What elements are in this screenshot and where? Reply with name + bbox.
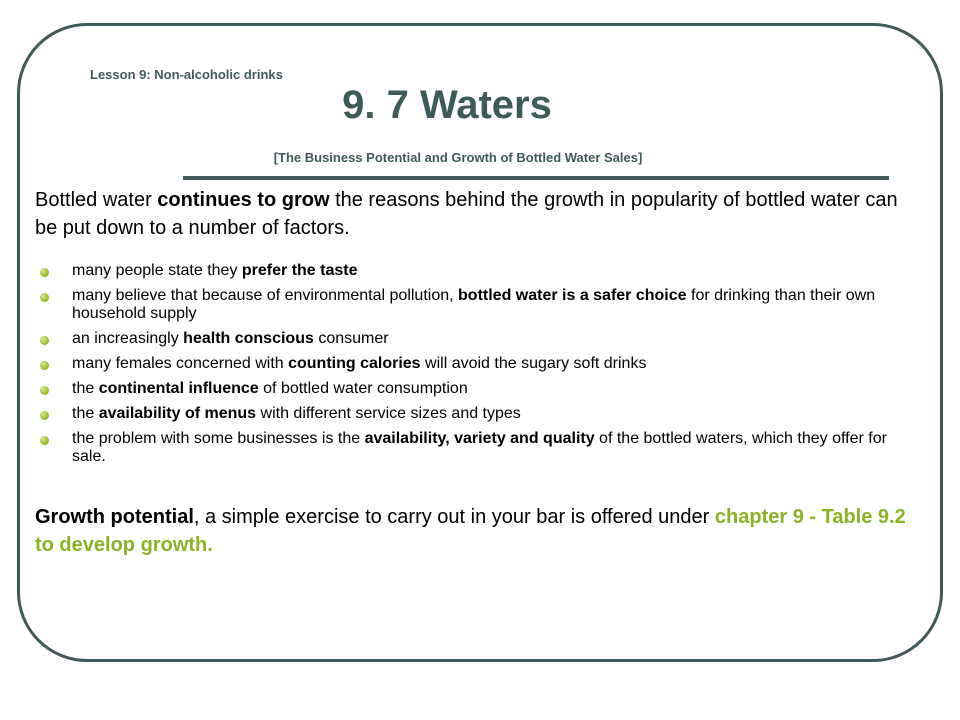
item-emphasis: availability, variety and quality: [364, 430, 595, 447]
factor-list: [40, 262, 910, 473]
item-text: consumer: [313, 330, 389, 347]
list-item: [40, 355, 910, 373]
item-text: for drinking than their own household supply: [72, 287, 876, 322]
item-text: will avoid the sugary soft drinks: [420, 355, 647, 372]
item-text: many females concerned with: [72, 355, 289, 372]
page-subtitle: [The Business Potential and Growth of Bottled Water Sales]: [273, 150, 643, 165]
list-item: [40, 405, 910, 423]
item-emphasis: bottled water is a safer choice: [458, 287, 687, 304]
intro-rest: the reasons behind the growth in popularity of bottled water can be put down to a number of factors.: [35, 189, 898, 239]
lesson-label: Lesson 9: Non-alcoholic drinks: [90, 67, 283, 82]
bullet-icon: [40, 411, 49, 420]
item-text: the: [72, 380, 99, 397]
list-item: [40, 430, 910, 466]
growth-highlight: chapter 9 - Table 9.2 to develop growth.: [35, 506, 906, 556]
bullet-icon: [40, 293, 49, 302]
item-text: an increasingly: [72, 330, 184, 347]
intro-lead: Bottled water: [35, 189, 158, 211]
growth-paragraph: [35, 503, 915, 559]
bullet-icon: [40, 336, 49, 345]
bullet-icon: [40, 361, 49, 370]
item-emphasis: prefer the taste: [241, 262, 358, 279]
item-text: the: [72, 405, 99, 422]
bullet-icon: [40, 386, 49, 395]
intro-emphasis: continues to grow: [157, 189, 330, 211]
item-emphasis: health conscious: [183, 330, 314, 347]
item-emphasis: counting calories: [288, 355, 421, 372]
growth-emphasis: Growth potential: [35, 506, 194, 528]
list-item: [40, 287, 910, 323]
item-text: of the bottled waters, which they offer for sale.: [72, 430, 887, 465]
bullet-icon: [40, 268, 49, 277]
growth-text: , a simple exercise to carry out in your bar is offered under: [193, 506, 715, 528]
item-text: many believe that because of environmental pollution,: [72, 287, 459, 304]
item-emphasis: continental influence: [98, 380, 259, 397]
item-text: with different service sizes and types: [256, 405, 521, 422]
item-emphasis: availability of menus: [98, 405, 257, 422]
page-title: 9. 7 Waters: [342, 83, 552, 127]
item-text: many people state they: [72, 262, 242, 279]
list-item: [40, 380, 910, 398]
list-item: [40, 330, 910, 348]
intro-paragraph: [35, 186, 905, 242]
item-text: the problem with some businesses is the: [72, 430, 365, 447]
title-divider: [183, 176, 889, 180]
item-text: of bottled water consumption: [258, 380, 468, 397]
bullet-icon: [40, 436, 49, 445]
list-item: [40, 262, 910, 280]
